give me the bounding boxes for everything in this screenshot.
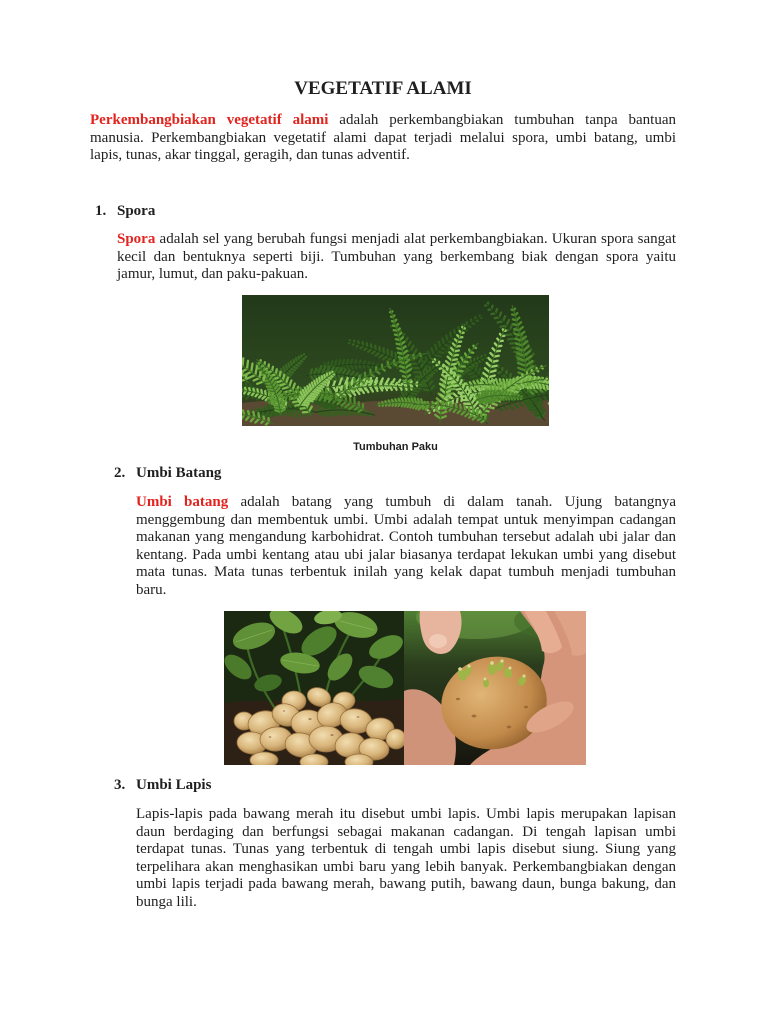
paragraph-line: kentang. Pada umbi kentang atau ubi jalar biasanya terdapat lekukan umbi yang disebut	[136, 546, 676, 563]
paragraph-line	[117, 231, 676, 249]
section-title: Umbi Batang	[136, 465, 222, 481]
figure-caption: Tumbuhan Paku	[353, 441, 438, 453]
umbi-batang-paragraph	[136, 494, 676, 600]
section-number: 3.	[114, 777, 126, 793]
potato-plant-photo	[224, 611, 407, 765]
key-term: Perkembangbiakan vegetatif alami	[90, 112, 329, 128]
section-title: Umbi Lapis	[136, 777, 212, 793]
spora-paragraph	[117, 231, 676, 284]
umbi-lapis-paragraph	[136, 806, 676, 912]
paragraph-line: umbi lapis terjadi pada bawang merah, bawang putih, bawang daun, bunga bakung, dan	[136, 876, 676, 893]
potato-photo	[224, 611, 586, 765]
sprouting-potato-photo	[404, 611, 586, 765]
section-number: 1.	[95, 203, 107, 219]
paragraph-line	[90, 112, 676, 130]
key-term: Spora	[117, 231, 156, 247]
fern-figure	[242, 295, 549, 426]
section-heading-umbi-batang	[114, 465, 222, 483]
line-text: adalah batang yang tumbuh di dalam tanah. Ujung batangnya	[228, 494, 676, 510]
paragraph-line: baru.	[136, 581, 167, 598]
paragraph-line: mata tunas. Mata tunas terbentuk inilah yang kelak dapat tumbuh menjadi tumbuhan	[136, 564, 676, 581]
section-heading-umbi-lapis	[114, 777, 212, 795]
paragraph-line: manusia. Perkembangbiakan vegetatif alami dapat terjadi melalui spora, umbi batang, umbi	[90, 129, 676, 146]
paragraph-line: jamur, lumut, dan paku-pakuan.	[117, 266, 309, 283]
document-title: VEGETATIF ALAMI	[294, 78, 472, 99]
line-text: adalah sel yang berubah fungsi menjadi alat perkembangbiakan. Ukuran spora sangat	[155, 231, 676, 247]
paragraph-line: daun berdaging dan berfungsi sebagai makanan cadangan. Di tengah lapisan umbi	[136, 823, 676, 840]
section-number: 2.	[114, 465, 126, 481]
paragraph-line: menggembung dan membentuk umbi. Umbi adalah tempat untuk menyimpan cadangan	[136, 511, 676, 528]
paragraph-line: terdapat tunas. Tunas yang terbentuk di tengah umbi lapis disebut siung. Siung yang	[136, 841, 676, 858]
potato-figure	[224, 611, 586, 765]
line-text: adalah perkembangbiakan tumbuhan tanpa bantuan	[328, 112, 676, 128]
fern-photo	[242, 295, 549, 426]
paragraph-line: bunga lili.	[136, 893, 197, 910]
paragraph-line: kecil dan bentuknya seperti biji. Tumbuhan yang berkembang biak dengan spora yaitu	[117, 248, 676, 265]
section-title: Spora	[117, 203, 156, 219]
paragraph-line: terpelihara akan menghasikan umbi baru yang lebih banyak. Perkembangbiakan dengan	[136, 858, 676, 875]
paragraph-line	[136, 494, 676, 512]
paragraph-line: Lapis-lapis pada bawang merah itu disebut umbi lapis. Umbi lapis merupakan lapisan	[136, 806, 676, 822]
intro-paragraph	[90, 112, 676, 165]
section-heading-spora	[95, 203, 156, 221]
paragraph-line: lapis, tunas, akar tinggal, geragih, dan tunas adventif.	[90, 147, 410, 164]
key-term: Umbi batang	[136, 494, 229, 510]
paragraph-line: makanan yang mengandung karbohidrat. Contoh tumbuhan tersebut adalah ubi jalar dan	[136, 529, 676, 546]
